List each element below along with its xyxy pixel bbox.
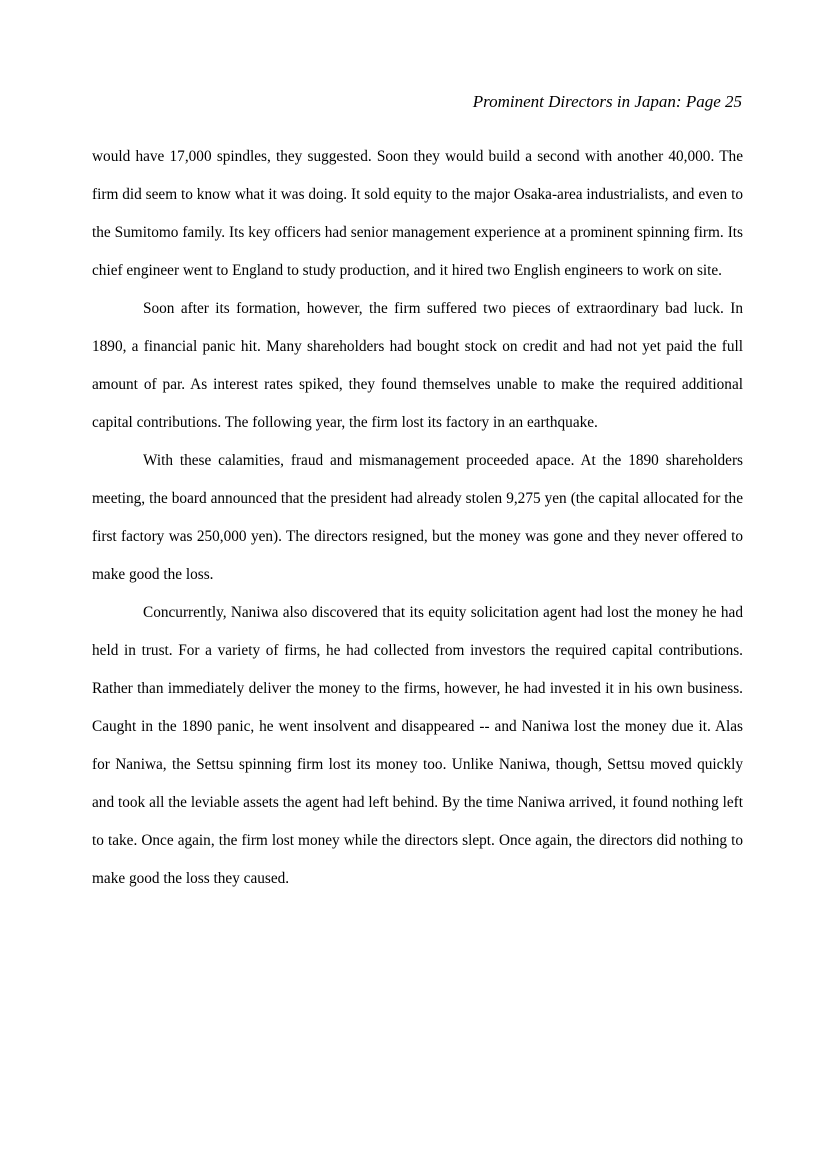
body-text (92, 138, 743, 898)
running-header: Prominent Directors in Japan: Page 25 (472, 92, 742, 111)
paragraph-fraud: With these calamities, fraud and mismanagement proceeded apace. At the 1890 shareholders meeting, the board announced that the president had already stolen 9,275 yen (the capital allocated for the first factory was 250,000 yen). The directors resigned, but the money was gone and they never offered to make good the loss. (92, 452, 743, 583)
paragraph-continued: would have 17,000 spindles, they suggested. Soon they would build a second with another 40,000. The firm did seem to know what it was doing. It sold equity to the major Osaka-area industrialists, and even to the Sumitomo family. Its key officers had senior management experience at a prominent spinning firm. Its chief engineer went to England to study production, and it hired two English engineers to work on site. (92, 148, 743, 279)
paragraph-solicitation-agent: Concurrently, Naniwa also discovered that its equity solicitation agent had lost the money he had held in trust. For a variety of firms, he had collected from investors the required capital contributions. Rather than immediately deliver the money to the firms, however, he had invested it in his own business. Caught in the 1890 panic, he went insolvent and disappeared -- and Naniwa lost the money due it. Alas for Naniwa, the Settsu spinning firm lost its money too. Unlike Naniwa, though, Settsu moved quickly and took all the leviable assets the agent had left behind. By the time Naniwa arrived, it found nothing left to take. Once again, the firm lost money while the directors slept. Once again, the directors did nothing to make good the loss they caused. (92, 604, 743, 887)
paragraph-financial-panic: Soon after its formation, however, the firm suffered two pieces of extraordinary bad luck. In 1890, a financial panic hit. Many shareholders had bought stock on credit and had not yet paid the full amount of par. As interest rates spiked, they found themselves unable to make the required additional capital contributions. The following year, the firm lost its factory in an earthquake. (92, 300, 743, 431)
